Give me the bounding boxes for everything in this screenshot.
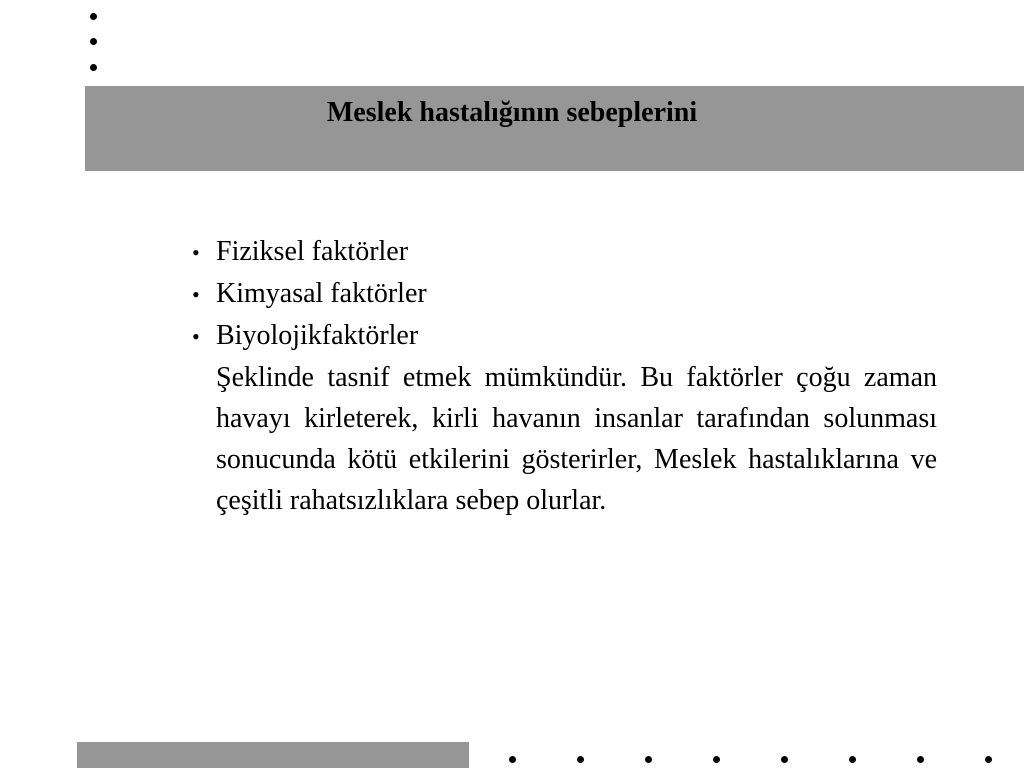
bullet-icon: • [192, 240, 200, 265]
decorative-dot [917, 756, 924, 763]
bullet-item [192, 273, 937, 315]
decorative-dot [849, 756, 856, 763]
slide-title: Meslek hastalığının sebeplerini [326, 97, 698, 128]
decorative-dot [90, 64, 97, 71]
decorative-dot [713, 756, 720, 763]
bullet-text: Biyolojikfaktörler [216, 320, 419, 351]
decorative-dot [577, 756, 584, 763]
decorative-dot [90, 38, 97, 45]
bullet-item [192, 231, 937, 273]
bullet-icon: • [192, 324, 200, 349]
decorative-dot [90, 13, 97, 20]
decorative-dot [781, 756, 788, 763]
slide-content [192, 231, 937, 521]
bullet-text: Kimyasal faktörler [216, 278, 427, 309]
decorative-dot [645, 756, 652, 763]
bullet-text: Fiziksel faktörler [216, 236, 409, 267]
decorative-dot [985, 756, 992, 763]
footer-band [77, 742, 469, 768]
body-paragraph: Şeklinde tasnif etmek mümkündür. Bu faktörler çoğu zaman havayı kirleterek, kirli havanın insanlar tarafından solunması sonucunda kötü etkilerini gösterirler, Meslek hastalıklarına ve çeşitli rahatsızlıklara sebep olurlar. [216, 362, 937, 516]
decorative-dot [509, 756, 516, 763]
bullet-item [192, 315, 937, 357]
bullet-icon: • [192, 282, 200, 307]
